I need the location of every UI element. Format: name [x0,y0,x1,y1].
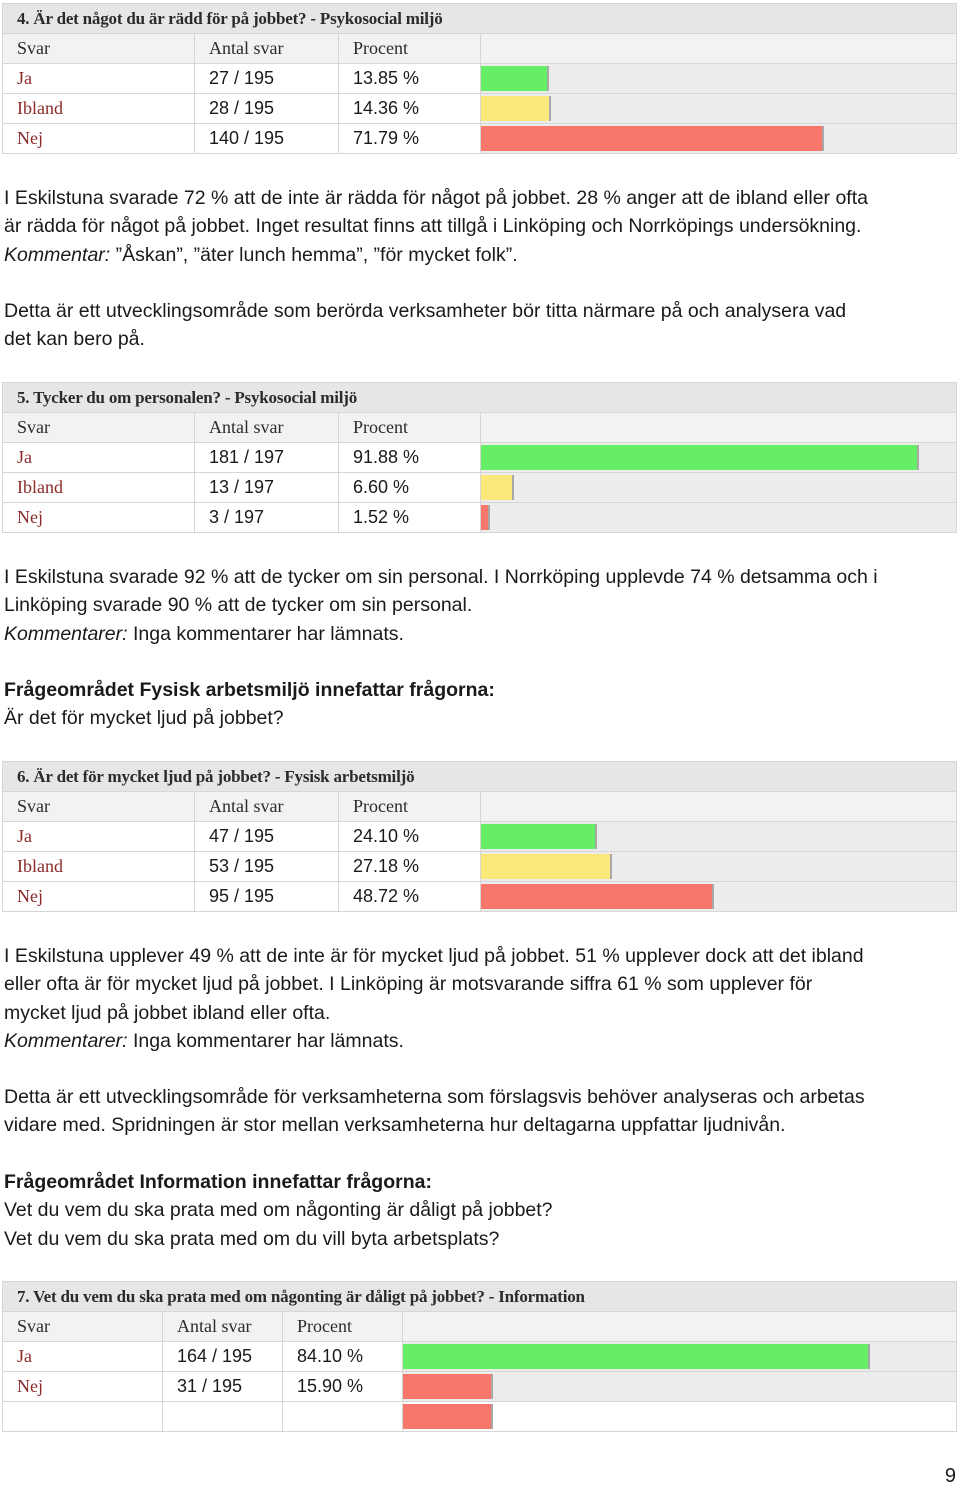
answer-label: Nej [3,882,195,912]
q6-summary [4,942,954,1055]
percent-bar [403,1344,870,1369]
q4-title: 4. Är det något du är rädd för på jobbet? - Psykosocial miljö [3,4,957,34]
note-line: det kan bero på. [4,328,145,351]
answer-percent: 15.90 % [283,1372,403,1402]
q4-development-note [4,297,954,354]
comment-text: ”Åskan”, ”äter lunch hemma”, ”för mycket folk”. [115,243,518,266]
information-section [4,1168,954,1253]
answer-percent: 27.18 % [339,852,481,882]
q6-summary-line: eller ofta är för mycket ljud på jobbet. I Linköping är motsvarande siffra 61 % som upplever för [4,973,813,996]
col-header-bar [481,34,957,64]
answer-count: 47 / 195 [195,822,339,852]
percent-bar [481,126,824,151]
table-row [3,882,957,912]
answer-percent: 1.52 % [339,503,481,533]
percent-bar [481,445,919,470]
percent-bar [481,854,612,879]
comment-text: Inga kommentarer har lämnats. [132,1029,404,1052]
section-question: Är det för mycket ljud på jobbet? [4,707,284,730]
col-header-antal-svar: Antal svar [195,792,339,822]
col-header-antal-svar: Antal svar [163,1312,283,1342]
q4-summary [4,184,954,269]
answer-count: 53 / 195 [195,852,339,882]
col-header-bar [481,413,957,443]
percent-bar [481,96,551,121]
q4-comment [4,241,954,269]
col-header-procent: Procent [339,413,481,443]
bar-cell [403,1342,957,1372]
answer-label: Ja [3,64,195,94]
q6-table [2,761,957,912]
answer-label: Nej [3,124,195,154]
bar-cell [403,1372,957,1402]
answer-label: Ja [3,822,195,852]
answer-label: Ibland [3,473,195,503]
col-header-procent: Procent [339,792,481,822]
col-header-antal-svar: Antal svar [195,413,339,443]
table-row [3,473,957,503]
q5-summary-line: I Eskilstuna svarade 92 % att de tycker om sin personal. I Norrköping upplevde 74 % detsamma och i [4,566,878,588]
percent-bar [481,505,490,530]
q6-summary-line: I Eskilstuna upplever 49 % att de inte är för mycket ljud på jobbet. 51 % upplever dock att det ibland [4,945,864,967]
answer-count: 28 / 195 [195,94,339,124]
answer-percent: 91.88 % [339,443,481,473]
q6-development-note [4,1083,954,1140]
table-row [3,1342,957,1372]
q7-title: 7. Vet du vem du ska prata med om någonting är dåligt på jobbet? - Information [3,1282,957,1312]
answer-percent: 84.10 % [283,1342,403,1372]
q4-table [2,3,957,154]
table-row [3,822,957,852]
percent-bar [481,884,714,909]
q5-table [2,382,957,533]
empty-cell [283,1402,403,1432]
answer-label: Ibland [3,94,195,124]
section-heading: Frågeområdet Information innefattar frågorna: [4,1171,432,1193]
col-header-procent: Procent [339,34,481,64]
col-header-procent: Procent [283,1312,403,1342]
col-header-svar: Svar [3,413,195,443]
answer-percent: 24.10 % [339,822,481,852]
answer-count: 181 / 197 [195,443,339,473]
answer-label: Ja [3,1342,163,1372]
page-number: 9 [944,1465,956,1487]
fysisk-section [4,676,954,733]
answer-percent: 13.85 % [339,64,481,94]
answer-count: 27 / 195 [195,64,339,94]
table-row-cut-off [3,1402,957,1432]
col-header-svar: Svar [3,34,195,64]
bar-cell [481,882,957,912]
q5-comment [4,620,954,648]
answer-label: Ja [3,443,195,473]
section-heading: Frågeområdet Fysisk arbetsmiljö innefattar frågorna: [4,679,495,701]
q7-table [2,1281,957,1432]
answer-count: 13 / 197 [195,473,339,503]
bar-cell [481,124,957,154]
col-header-bar [481,792,957,822]
table-row [3,124,957,154]
q7-header-row [3,1312,957,1342]
q6-comment [4,1027,954,1055]
table-row [3,503,957,533]
q4-summary-line: är rädda för något på jobbet. Inget resultat finns att tillgå i Linköping och Norrköpings undersökning. [4,215,862,238]
q6-summary-line: mycket ljud på jobbet ibland eller ofta. [4,1001,331,1024]
answer-percent: 71.79 % [339,124,481,154]
table-row [3,94,957,124]
q4-header-row [3,34,957,64]
q6-title: 6. Är det för mycket ljud på jobbet? - Fysisk arbetsmiljö [3,762,957,792]
q6-header-row [3,792,957,822]
bar-cell [481,473,957,503]
comment-label: Kommentar: [4,243,116,266]
percent-bar [403,1374,493,1399]
answer-percent: 14.36 % [339,94,481,124]
note-line: Detta är ett utvecklingsområde för verksamheterna som förslagsvis behöver analyseras och arbetas [4,1086,865,1108]
empty-cell [3,1402,163,1432]
bar-cell [481,64,957,94]
comment-label: Kommentarer: [4,1029,133,1052]
percent-bar-cut-off [403,1404,493,1429]
percent-bar [481,824,597,849]
table-row [3,443,957,473]
note-line: Detta är ett utvecklingsområde som berörda verksamheter bör titta närmare på och analysera vad [4,300,847,322]
q5-header-row [3,413,957,443]
answer-count: 95 / 195 [195,882,339,912]
q4-summary-line: I Eskilstuna svarade 72 % att de inte är rädda för något på jobbet. 28 % anger att de ibland eller ofta [4,187,868,209]
percent-bar [481,475,514,500]
table-row [3,64,957,94]
col-header-bar [403,1312,957,1342]
table-row [3,1372,957,1402]
col-header-svar: Svar [3,792,195,822]
answer-count: 3 / 197 [195,503,339,533]
q5-summary-line: Linköping svarade 90 % att de tycker om sin personal. [4,594,473,617]
col-header-antal-svar: Antal svar [195,34,339,64]
bar-cell [481,822,957,852]
answer-count: 140 / 195 [195,124,339,154]
answer-percent: 6.60 % [339,473,481,503]
bar-cell [481,443,957,473]
answer-label: Nej [3,503,195,533]
comment-text: Inga kommentarer har lämnats. [132,622,404,645]
table-row [3,852,957,882]
answer-count: 31 / 195 [163,1372,283,1402]
bar-cell [481,503,957,533]
bar-cell [481,94,957,124]
answer-label: Ibland [3,852,195,882]
answer-count: 164 / 195 [163,1342,283,1372]
answer-label: Nej [3,1372,163,1402]
note-line: vidare med. Spridningen är stor mellan verksamheterna hur deltagarna uppfattar ljudnivån. [4,1114,786,1137]
col-header-svar: Svar [3,1312,163,1342]
section-question: Vet du vem du ska prata med om någonting är dåligt på jobbet? [4,1199,553,1222]
comment-label: Kommentarer: [4,622,133,645]
section-question: Vet du vem du ska prata med om du vill byta arbetsplats? [4,1227,500,1250]
bar-cell [481,852,957,882]
answer-percent: 48.72 % [339,882,481,912]
q5-title: 5. Tycker du om personalen? - Psykosocial miljö [3,383,957,413]
percent-bar [481,66,549,91]
q5-summary [4,563,954,648]
bar-cell [403,1402,957,1432]
empty-cell [163,1402,283,1432]
